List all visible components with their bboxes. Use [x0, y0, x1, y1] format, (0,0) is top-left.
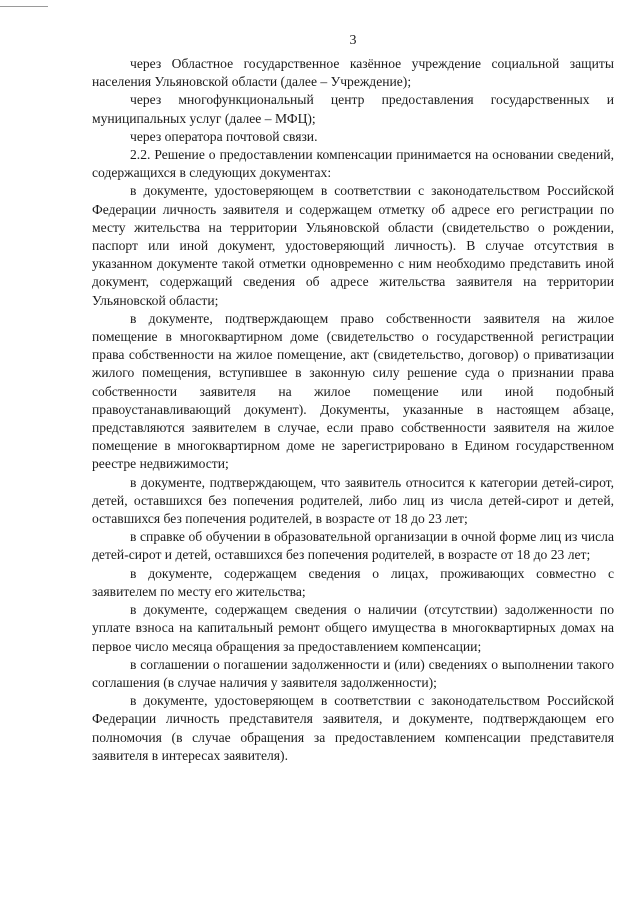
paragraph-identity-document: в документе, удостоверяющем в соответствии с законодательством Российской Федерации личность заявителя и содержащем отметку об адресе его регистрации по месту жительства на территории Ульяновской области (свидетельство о рождении, паспорт или иной документ, удостоверяющий личность). В случае отсутствия в указанном документе такой отметки одновременно с ним необходимо представить иной документ, содержащий сведения об адресе жительства заявителя на территории Ульяновской области;: [92, 183, 614, 308]
document-page: [92, 30, 614, 765]
paragraph-debt-agreement: в соглашении о погашении задолженности и (или) сведениях о выполнении такого соглашения (в случае наличия у заявителя задолженности);: [92, 656, 614, 690]
paragraph-representative-document: в документе, удостоверяющем в соответствии с законодательством Российской Федерации личность представителя заявителя, и документе, подтверждающем его полномочия (в случае обращения за предоставлением компенсации представителя заявителя в интересах заявителя).: [92, 693, 614, 763]
paragraph-orphan-status-document: в документе, подтверждающем, что заявитель относится к категории детей-сирот, детей, оставшихся без попечения родителей, либо лиц из числа детей-сирот и детей, оставшихся без попечения родителей, в возрасте от 18 до 23 лет;: [92, 474, 614, 527]
scan-edge-mark: [0, 6, 48, 7]
page-number: 3: [349, 33, 357, 48]
paragraph-cohabitants-document: в документе, содержащем сведения о лицах, проживающих совместно с заявителем по месту его жительства;: [92, 565, 614, 599]
paragraph-ownership-document: в документе, подтверждающем право собственности заявителя на жилое помещение в многоквартирном доме (свидетельство о государственной регистрации права собственности на жилое помещение, акт (свидетельство, договор) о приватизации жилого помещения, вступившее в законную силу решение суда о признании права собственности заявителя на жилое помещение или иной подобный правоустанавливающий документ). Документы, указанные в настоящем абзаце, представляются заявителем в случае, если право собственности заявителя на жилое помещение в многоквартирном доме не зарегистрировано в Едином государственном реестре недвижимости;: [92, 310, 614, 472]
paragraph-education-certificate: в справке об обучении в образовательной организации в очной форме лиц из числа детей-сирот и детей, оставшихся без попечения родителей, в возрасте от 18 до 23 лет;: [92, 529, 614, 563]
paragraph-submission-post: через оператора почтовой связи.: [130, 128, 318, 144]
paragraph-section-2-2: 2.2. Решение о предоставлении компенсации принимается на основании сведений, содержащихся в следующих документах:: [92, 147, 614, 181]
paragraph-submission-institution: через Областное государственное казённое учреждение социальной защиты населения Ульяновской области (далее – Учреждение);: [92, 56, 614, 90]
paragraph-debt-document: в документе, содержащем сведения о наличии (отсутствии) задолженности по уплате взноса на капитальный ремонт общего имущества в многоквартирных домах на первое число месяца обращения за предоставлением компенсации;: [92, 602, 614, 654]
document-body: [92, 55, 614, 765]
paragraph-submission-mfc: через многофункциональный центр предоставления государственных и муниципальных услуг (далее – МФЦ);: [92, 92, 614, 126]
